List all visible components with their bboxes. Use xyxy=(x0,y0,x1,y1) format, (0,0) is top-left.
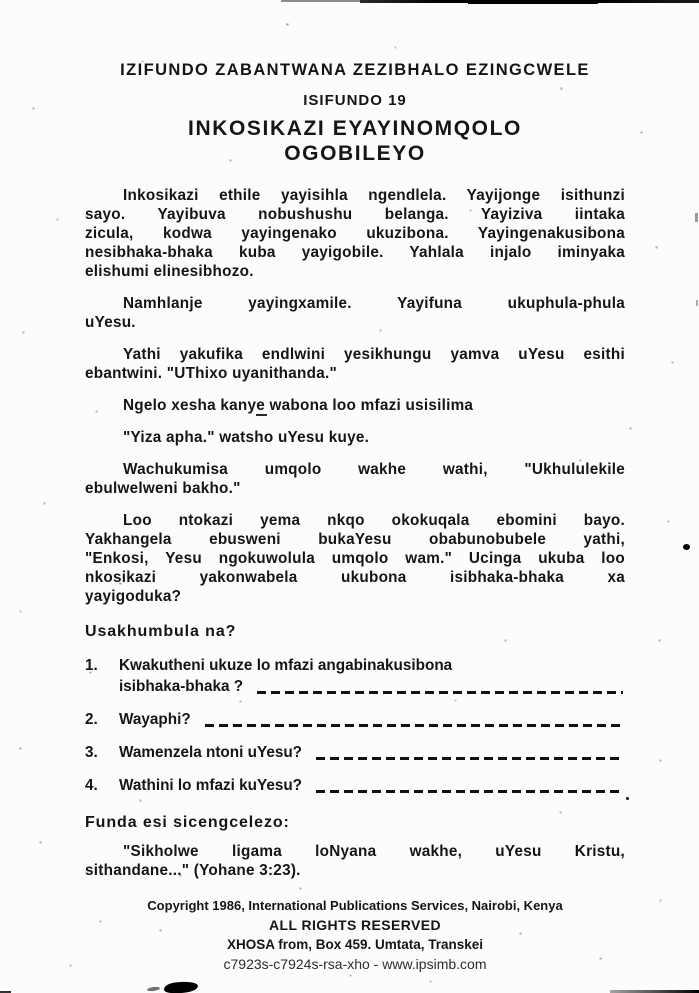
recitation-line: sithandane..." (Yohane 3:23). xyxy=(85,862,301,879)
story-line: Namhlanje yayingxamile. Yayifuna ukuphula-phula xyxy=(123,295,625,312)
question-4 xyxy=(85,775,625,796)
story-paragraph-1 xyxy=(85,186,625,281)
story-line: Yakhangela ebusweni bukaYesu obabunobubele yathi, xyxy=(85,531,625,548)
question-1-row-1 xyxy=(85,655,625,676)
story-paragraph-6 xyxy=(85,460,625,498)
footer-code: c7923s-c7924s-rsa-xho - www.ipsimb.com xyxy=(223,955,487,972)
question-1-row-2 xyxy=(85,676,625,697)
story-line: ebantwini. "UThixo uyanithanda." xyxy=(85,365,337,382)
lesson-title-line2: OGOBILEYO xyxy=(284,142,426,165)
scan-artifact-top-edge-gray xyxy=(281,0,366,2)
recitation-text xyxy=(85,842,625,880)
story-line: yayigoduka? xyxy=(85,588,182,605)
answer-blank-line xyxy=(205,724,623,727)
story-line: "Yiza apha." watsho uYesu kuye. xyxy=(123,429,370,446)
story-line: Yathi yakufika endlwini yesikhungu yamva uYesu esithi xyxy=(123,346,625,363)
footer xyxy=(85,896,625,974)
story-line: uYesu. xyxy=(85,314,136,331)
scan-artifact-bottom-ink-blob xyxy=(164,981,199,993)
recitation-heading: Funda esi sicengcelezo: xyxy=(85,814,290,831)
answer-blank-line xyxy=(257,691,623,694)
story-line: Wachukumisa umqolo wakhe wathi, "Ukhululekile xyxy=(123,461,625,478)
story-line: Ngelo xesha kanye wabona loo mfazi usisilima xyxy=(123,397,474,414)
lesson-title-line1: INKOSIKAZI EYAYINOMQOLO xyxy=(188,117,522,140)
scan-artifact-top-edge-thick xyxy=(468,2,598,4)
story-line: nkosikazi yakonwabela ukubona isibhaka-bhaka xa xyxy=(85,569,625,586)
story-paragraph-2 xyxy=(85,294,625,332)
scan-artifact-right-margin-dot xyxy=(683,544,690,550)
story-paragraph-5 xyxy=(85,428,625,447)
scan-artifact-right-edge-tick-2 xyxy=(696,300,698,306)
story-line: sayo. Yayibuva nobushushu belanga. Yayiziva iintaka xyxy=(85,206,625,223)
story-paragraph-3 xyxy=(85,345,625,383)
question-text: Wathini lo mfazi kuYesu? xyxy=(119,777,303,794)
question-1 xyxy=(85,655,625,697)
scan-noise-speckles xyxy=(0,0,1,1)
story-line: nesibhaka-bhaka kuba yayigobile. Yahlala injalo iminyaka xyxy=(85,244,625,261)
question-number: 3. xyxy=(85,744,98,761)
recitation-line: "Sikholwe ligama loNyana wakhe, uYesu Kristu, xyxy=(123,843,625,860)
scan-artifact-bottom-ink-blob-tail xyxy=(147,986,160,992)
lesson-title xyxy=(85,116,625,166)
story-line: Loo ntokazi yema nkqo okokuqala ebomini bayo. xyxy=(123,512,625,529)
series-title: IZIFUNDO ZABANTWANA ZEZIBHALO EZINGCWELE xyxy=(120,61,590,79)
story-line: Inkosikazi ethile yayisihla ngendlela. Yayijonge isithunzi xyxy=(123,187,625,204)
question-number: 2. xyxy=(85,711,98,728)
question-3-row xyxy=(85,742,625,763)
story-line: ebulwelweni bakho." xyxy=(85,480,241,497)
question-text: Kwakutheni ukuze lo mfazi angabinakusibona xyxy=(119,657,453,674)
story-line: "Enkosi, Yesu ngokuwolula umqolo wam." Ucinga ukuba loo xyxy=(85,550,625,567)
question-text: Wayaphi? xyxy=(119,711,191,728)
footer-copyright: Copyright 1986, International Publications Services, Nairobi, Kenya xyxy=(147,898,563,913)
answer-blank-line xyxy=(316,790,623,793)
story-paragraph-7 xyxy=(85,511,625,606)
question-text-continued: isibhaka-bhaka ? xyxy=(119,678,244,695)
story-line: elishumi elinesibhozo. xyxy=(85,263,254,280)
story-paragraph-4 xyxy=(85,396,625,415)
answer-blank-line xyxy=(316,757,623,760)
lesson-number: ISIFUNDO 19 xyxy=(303,92,407,109)
question-2 xyxy=(85,709,625,730)
question-number: 1. xyxy=(85,657,98,674)
questions-heading: Usakhumbula na? xyxy=(85,623,237,640)
question-3 xyxy=(85,742,625,763)
footer-address: XHOSA from, Box 459. Umtata, Transkei xyxy=(226,937,484,952)
footer-rights: ALL RIGHTS RESERVED xyxy=(269,916,441,933)
question-2-row xyxy=(85,709,625,730)
scan-artifact-question4-dot xyxy=(626,797,629,800)
story-line: zicula, kodwa yayingenako ukuzibona. Yayingenakusibona xyxy=(85,225,625,242)
page-content xyxy=(85,60,625,974)
question-text: Wamenzela ntoni uYesu? xyxy=(119,744,303,761)
scan-artifact-right-edge-tick-1 xyxy=(695,213,698,222)
question-4-row xyxy=(85,775,625,796)
question-number: 4. xyxy=(85,777,98,794)
